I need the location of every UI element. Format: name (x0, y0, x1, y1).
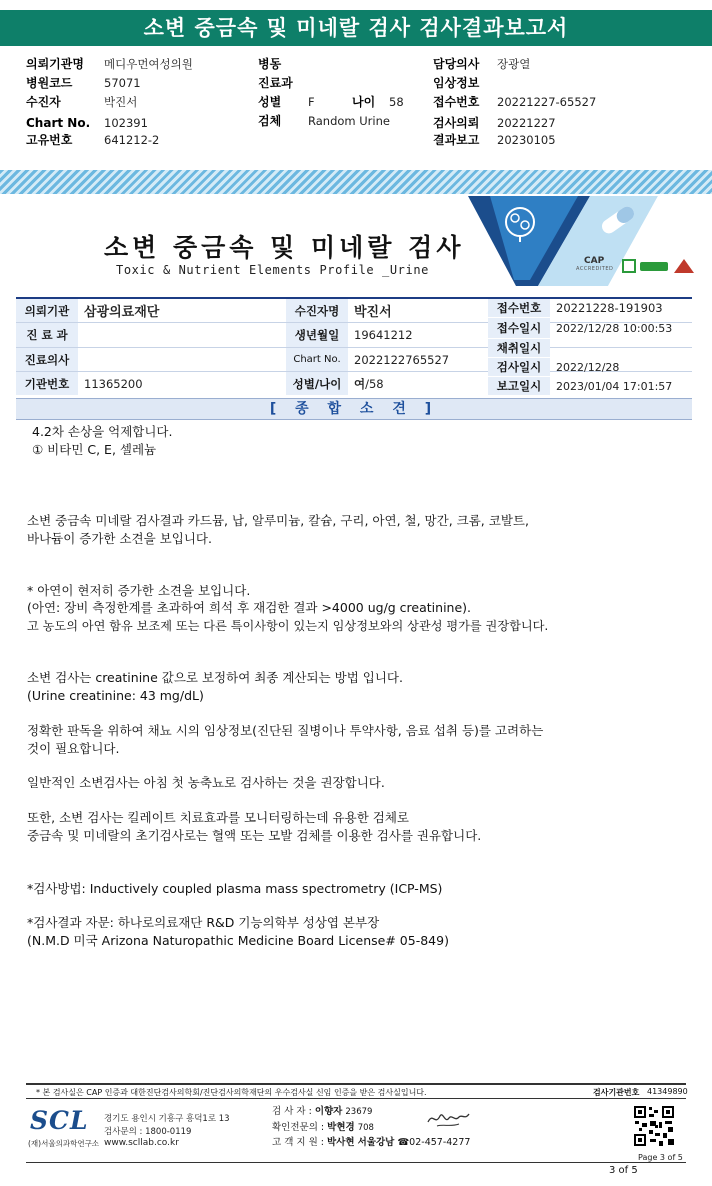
body-line: ① 비타민 C, E, 셀레늄 (32, 442, 157, 457)
cert-logo-icon (640, 262, 668, 271)
info-specimen: 검체 (258, 114, 282, 128)
label-receipt-no: 접수번호 (488, 299, 550, 317)
info-age-value: 58 (389, 95, 404, 109)
value-institution: 삼광의료재단 (84, 305, 160, 320)
body-line: 일반적인 소변검사는 아침 첫 농축뇨로 검사하는 것을 권장합니다. (27, 775, 385, 790)
value-report-date: 2023/01/04 17:01:57 (556, 379, 673, 393)
body-line: 중금속 및 미네랄의 초기검사로는 혈액 또는 모발 검체를 이용한 검사를 권유합니다. (27, 828, 482, 843)
cap-logo-sub: ACCREDITED (576, 266, 614, 272)
page-number: 3 of 5 (609, 1165, 638, 1176)
cap-logo: CAP (584, 256, 605, 266)
body-line: 바나듐이 증가한 소견을 보입니다. (27, 531, 212, 546)
info-patient-value: 박진서 (104, 95, 138, 109)
value-receipt-date: 2022/12/28 10:00:53 (556, 321, 673, 335)
info-result: 결과보고 (433, 133, 480, 147)
info-receipt-value: 20221227-65527 (497, 95, 597, 109)
info-result-value: 20230105 (497, 133, 556, 147)
label-name: 수진자명 (286, 299, 348, 322)
info-doctor: 담당의사 (433, 57, 480, 71)
qr-code-icon (633, 1105, 675, 1147)
value-chart: 2022122765527 (354, 352, 450, 367)
value-code: 11365200 (84, 376, 143, 391)
info-hospital-code: 병원코드 (26, 76, 73, 90)
report-main-title: 소변 중금속 및 미네랄 검사 (104, 233, 465, 262)
label-birth: 생년월일 (286, 323, 348, 347)
body-line: (Urine creatinine: 43 mg/dL) (27, 688, 204, 703)
body-line: * 아연이 현저히 증가한 소견을 보입니다. (27, 583, 251, 598)
info-age: 나이 (352, 95, 376, 109)
footer-phone: 검사문의 : 1800-0119 (104, 1127, 192, 1137)
footer-confirm: 확인전문의 : 박현경 708 (272, 1122, 374, 1133)
info-specimen-value: Random Urine (308, 114, 390, 128)
value-name: 박진서 (354, 305, 392, 320)
info-institution: 의뢰기관명 (26, 57, 84, 71)
body-line: 고 농도의 아연 함유 보조제 또는 다른 특이사항이 있는지 임상정보와의 상관성 평가를 권장합니다. (27, 619, 549, 633)
info-unique-id: 고유번호 (26, 133, 73, 147)
scl-logo: SCL (30, 1106, 89, 1135)
report-subtitle: Toxic & Nutrient Elements Profile _Urine (116, 263, 429, 277)
info-receipt: 접수번호 (433, 95, 480, 109)
label-chart: Chart No. (286, 348, 348, 371)
info-ward: 병동 (258, 57, 282, 71)
body-line: *검사방법: Inductively coupled plasma mass spectrometry (ICP-MS) (27, 881, 443, 896)
value-test-date: 2022/12/28 (556, 360, 620, 374)
info-hospital-code-value: 57071 (104, 76, 141, 90)
info-clinical: 임상정보 (433, 76, 480, 90)
info-sex: 성별 (258, 95, 282, 109)
value-doctor (78, 348, 298, 371)
footer-lab-code: 41349890 (647, 1087, 688, 1096)
footer-web: www.scllab.co.kr (104, 1138, 179, 1148)
info-patient: 수진자 (26, 95, 61, 109)
patient-table (16, 297, 692, 393)
label-report-date: 보고일시 (488, 377, 550, 395)
body-line: 정확한 판독을 위하여 채뇨 시의 임상정보(진단된 질병이나 투약사항, 음료 섭취 등)를 고려하는 (27, 723, 544, 738)
label-sexage: 성별/나이 (286, 372, 348, 395)
signature (425, 1108, 471, 1130)
value-receipt-no: 20221228-191903 (556, 301, 663, 315)
footer-lab-code-label: 검사기관번호 (593, 1088, 640, 1097)
body-line: *검사결과 자문: 하나로의료재단 R&D 기능의학부 성상엽 본부장 (27, 915, 380, 930)
info-sex-value: F (308, 95, 315, 109)
label-department: 진 료 과 (16, 323, 78, 347)
cert-badge-icon (622, 259, 636, 273)
footer-address: 경기도 용인시 기흥구 흥덕1로 13 (104, 1114, 230, 1124)
info-unique-id-value: 641212-2 (104, 133, 160, 147)
value-birth: 19641212 (354, 328, 413, 342)
label-institution: 의뢰기관 (16, 299, 78, 322)
body-line: 소변 검사는 creatinine 값으로 보정하여 최종 계산되는 방법 입니다. (27, 670, 403, 685)
value-collect (550, 339, 692, 357)
footer-support: 고 객 지 원 : 박사현 서울강남 ☎02-457-4277 (272, 1137, 471, 1148)
info-chart-value: 102391 (104, 116, 148, 130)
footer-note: * 본 검사실은 CAP 인증과 대한진단검사의학회/진단검사의학재단의 우수검사실 신임 인증을 받은 검사실입니다. (36, 1088, 427, 1097)
info-request-value: 20221227 (497, 116, 556, 130)
label-code: 기관번호 (16, 372, 78, 395)
body-line: (N.M.D 미국 Arizona Naturopathic Medicine Board License# 05-849) (27, 933, 449, 948)
cert-emblem-icon (674, 258, 694, 272)
value-department (78, 323, 298, 347)
info-chart: Chart No. (26, 116, 91, 130)
label-doctor: 진료의사 (16, 348, 78, 371)
info-request: 검사의뢰 (433, 116, 480, 130)
scl-logo-sub: (재)서울의과학연구소 (28, 1139, 100, 1148)
info-institution-value: 메디우먼여성의원 (104, 57, 193, 71)
info-department: 진료과 (258, 76, 293, 90)
value-sexage: 여 /58 (354, 376, 384, 391)
footer-tester: 검 사 자 : 이향자 23679 (272, 1106, 373, 1117)
label-test-date: 검사일시 (488, 358, 550, 376)
label-receipt-date: 접수일시 (488, 318, 550, 338)
report-title: 소변 중금속 및 미네랄 검사 검사결과보고서 (0, 10, 712, 46)
body-line: 또한, 소변 검사는 킬레이트 치료효과를 모니터링하는데 유용한 검체로 (27, 810, 409, 825)
info-doctor-value: 장광열 (497, 57, 531, 71)
body-line: 것이 필요합니다. (27, 741, 120, 756)
body-line: 소변 중금속 미네랄 검사결과 카드뮴, 납, 알루미늄, 칼슘, 구리, 아연, 철, 망간, 크롬, 코발트, (27, 513, 529, 528)
label-collect: 채취일시 (488, 339, 550, 357)
body-line: 4.2차 손상을 억제합니다. (32, 424, 173, 439)
summary-banner: [ 종 합 소 견 ] (16, 398, 692, 420)
footer-page-inner: Page 3 of 5 (638, 1153, 683, 1162)
body-line: (아연: 장비 측정한계를 초과하여 희석 후 재검한 결과 >4000 ug/g creatinine). (27, 600, 472, 615)
